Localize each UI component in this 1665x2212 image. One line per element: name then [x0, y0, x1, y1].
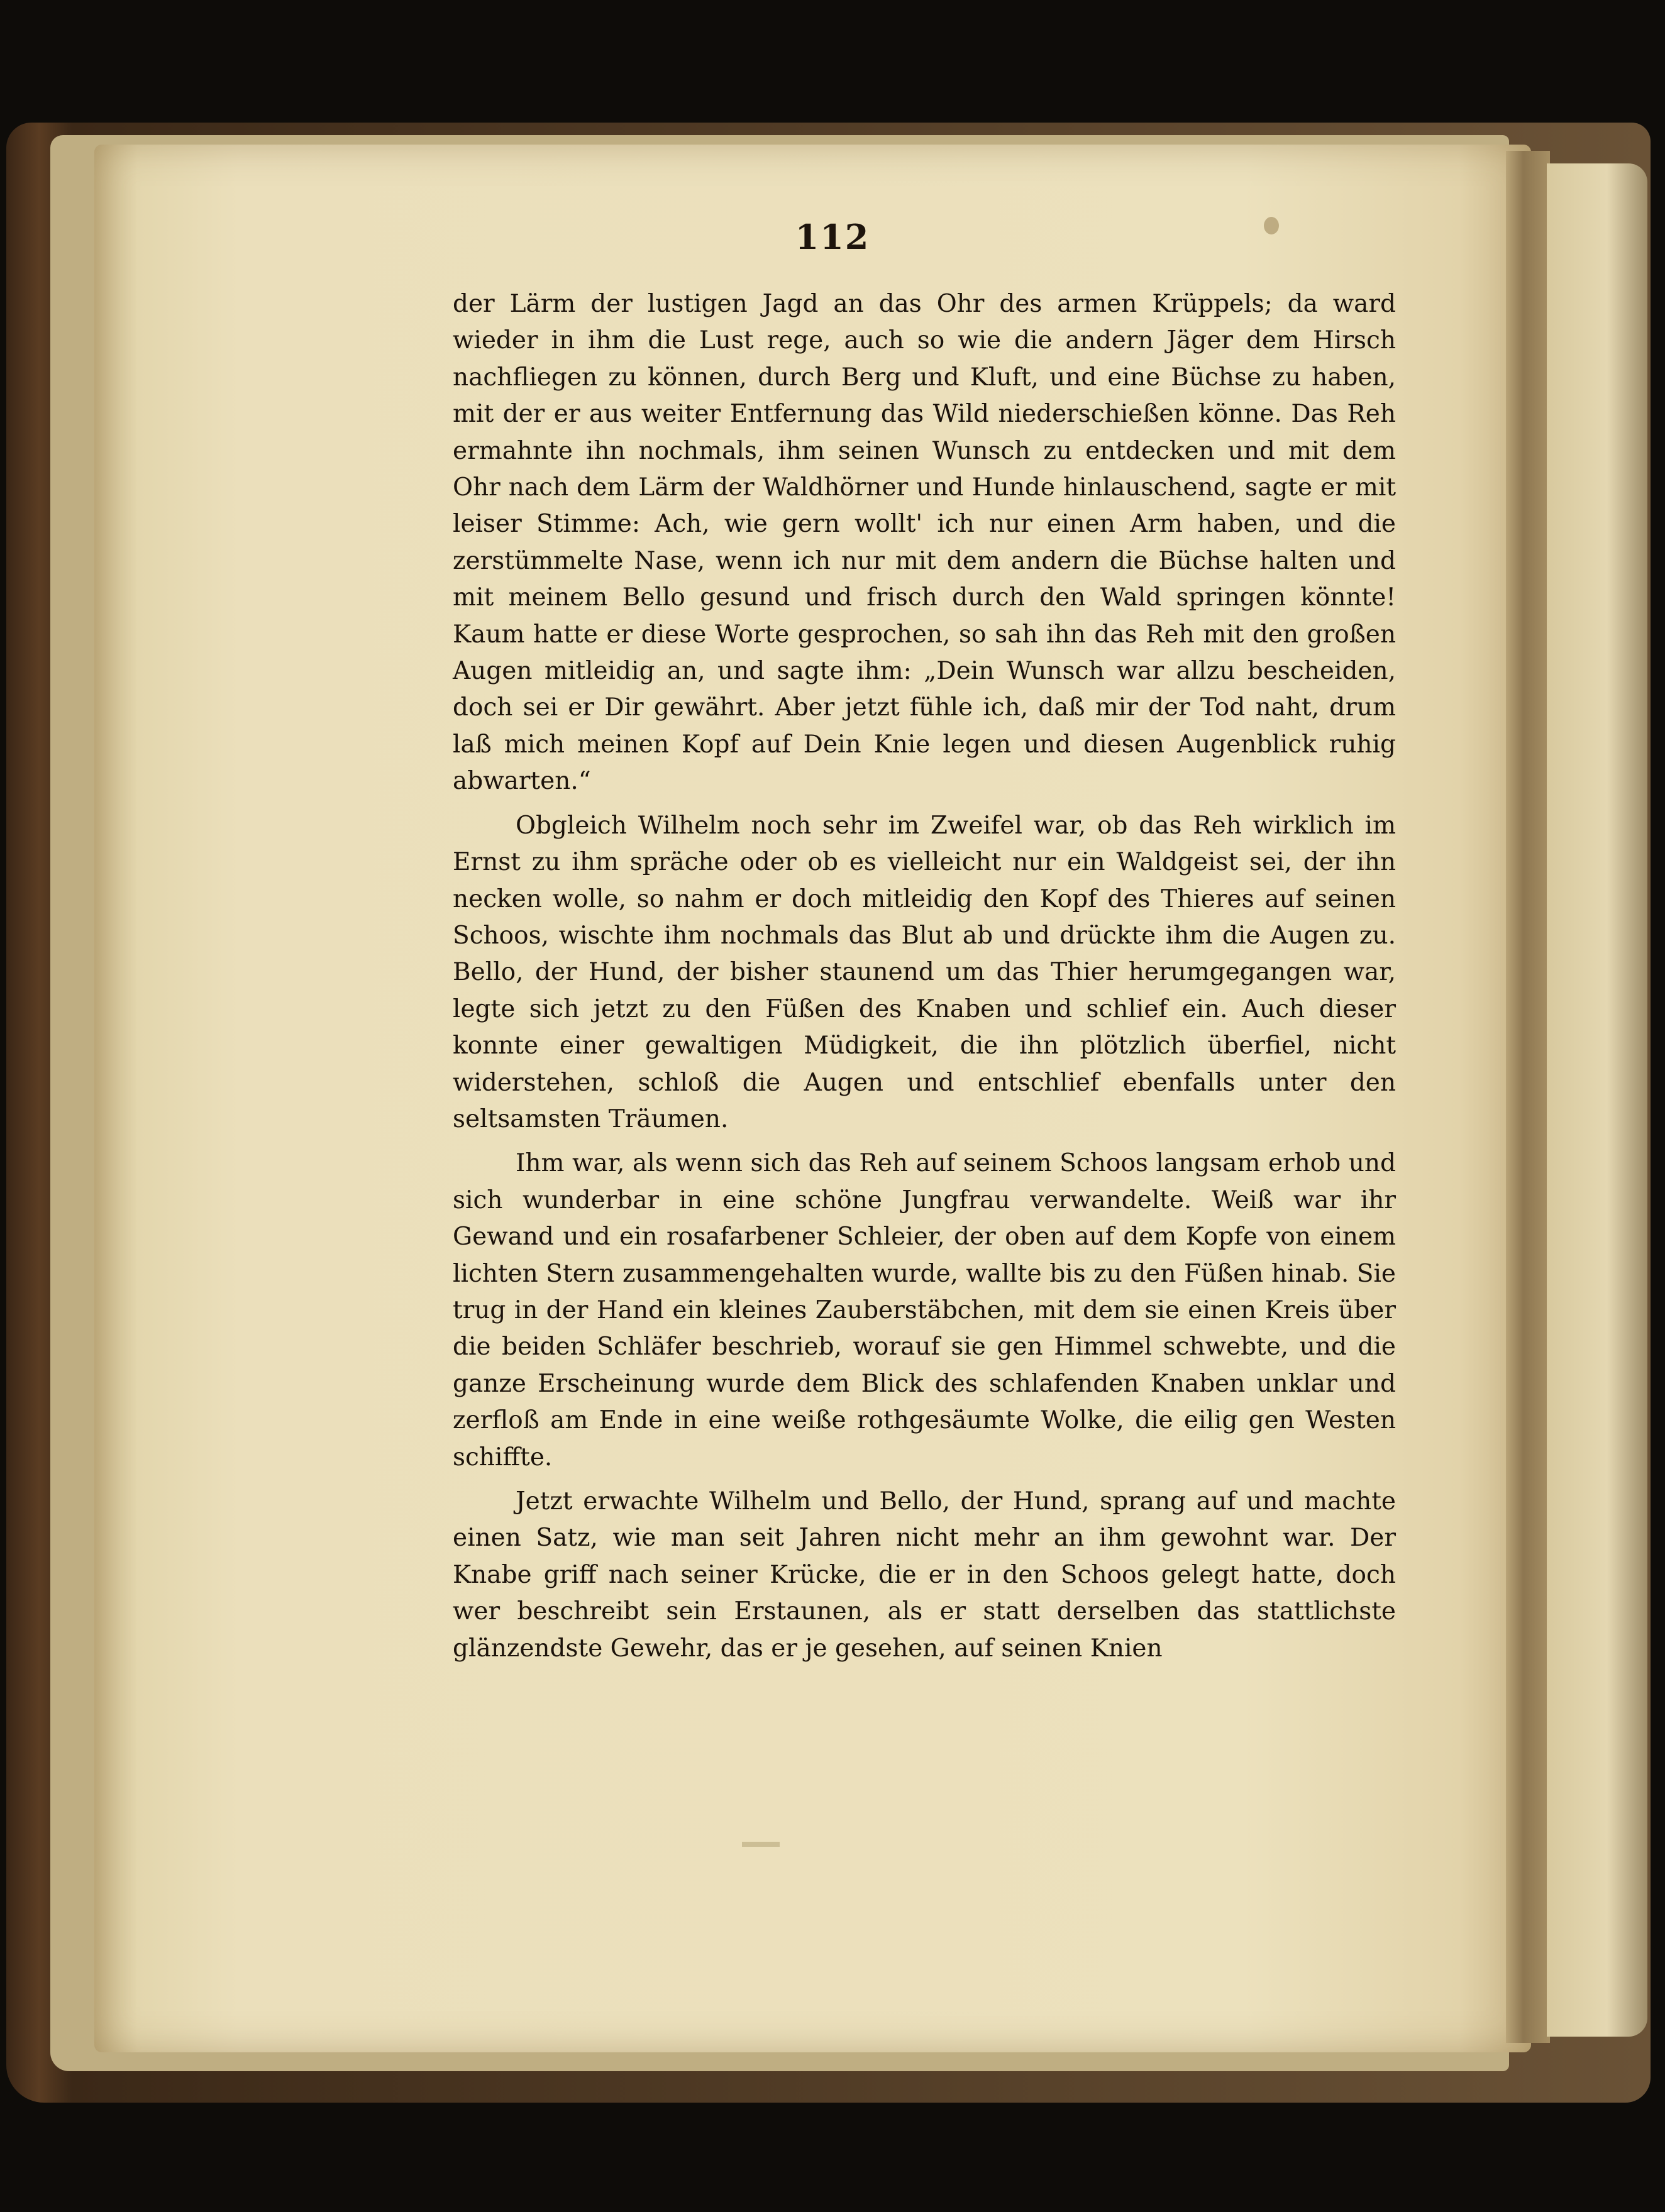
paragraph-1: der Lärm der lustigen Jagd an das Ohr des armen Krüppels; da ward wieder in ihm die Lust rege, auch so wie die andern Jäger dem Hirsch nachfliegen zu können, durch Berg und Kluft, und eine Büchse zu haben, mit der er aus weiter Entfernung das Wild niederschießen könne. Das Reh ermahnte ihn nochmals, ihm seinen Wunsch zu entdecken und mit dem Ohr nach dem Lärm der Waldhörner und Hunde hinlauschend, sagte er mit leiser Stimme: Ach, wie gern wollt' ich nur einen Arm haben, und die zerstümmelte Nase, wenn ich nur mit dem andern die Büchse halten und mit meinem Bello gesund und frisch durch den Wald springen könnte! Kaum hatte er diese Worte gesprochen, so sah ihn das Reh mit den großen Augen mitleidig an, und sagte ihm: „Dein Wunsch war allzu bescheiden, doch sei er Dir gewährt. Aber jetzt fühle ich, daß mir der Tod naht, drum laß mich meinen Kopf auf Dein Knie legen und diesen Augenblick ruhig abwarten.“ — [453, 290, 1396, 796]
paragraph-4: Jetzt erwachte Wilhelm und Bello, der Hund, sprang auf und machte einen Satz, wie man seit Jahren nicht mehr an ihm gewohnt war. Der Knabe griff nach seiner Krücke, die er in den Schoos gelegt hatte, doch wer beschreibt sein Erstaunen, als er statt derselben das stattlichste glänzendste Gewehr, das er je gesehen, auf seinen Knien — [453, 1487, 1396, 1663]
body-text — [453, 286, 1396, 1667]
page-number: 112 — [795, 217, 870, 257]
paragraph-2: Obgleich Wilhelm noch sehr im Zweifel war, ob das Reh wirklich im Ernst zu ihm spräche oder ob es vielleicht nur ein Waldgeist sei, der ihn necken wolle, so nahm er doch mitleidig den Kopf des Thieres auf seinen Schoos, wischte ihm nochmals das Blut ab und drückte ihm die Augen zu. Bello, der Hund, der bisher staunend um das Thier herumgegangen war, legte sich jetzt zu den Füßen des Knaben und schlief ein. Auch dieser konnte einer gewaltigen Müdigkeit, die ihn plötzlich überfiel, nicht widerstehen, schloß die Augen und entschlief ebenfalls unter den seltsamsten Träumen. — [453, 811, 1396, 1133]
page-mark — [742, 1842, 780, 1847]
book-gutter — [1506, 151, 1550, 2043]
facing-page-edge — [1547, 163, 1647, 2037]
paragraph-3: Ihm war, als wenn sich das Reh auf seinem Schoos langsam erhob und sich wunderbar in eine schöne Jungfrau verwandelte. Weiß war ihr Gewand und ein rosafarbener Schleier, der oben auf dem Kopfe von einem lichten Stern zusammengehalten wurde, wallte bis zu den Füßen hinab. Sie trug in der Hand ein kleines Zauberstäbchen, mit dem sie einen Kreis über die beiden Schläfer beschrieb, worauf sie gen Himmel schwebte, und die ganze Erscheinung wurde dem Blick des schlafenden Knaben unklar und zerfloß am Ende in eine weiße rothgesäumte Wolke, die eilig gen Westen schiffte. — [453, 1149, 1396, 1472]
